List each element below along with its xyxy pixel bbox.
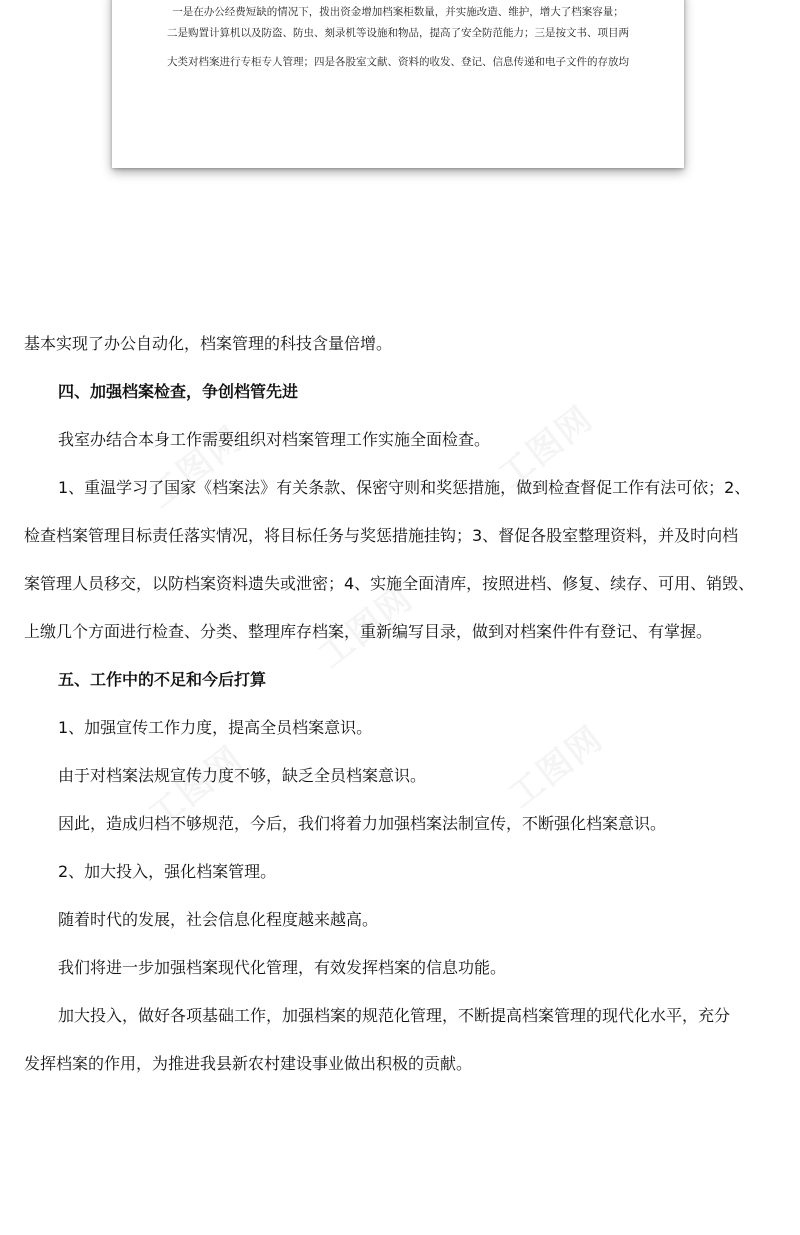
preview-line-2: 二是购置计算机以及防盗、防虫、刻录机等设施和物品，提高了安全防范能力；三是按文书、项目两 <box>167 27 629 39</box>
paragraph-line: 发挥档案的作用，为推进我县新农村建设事业做出积极的贡献。 <box>24 1054 473 1073</box>
paragraph-line: 检查档案管理目标责任落实情况，将目标任务与奖惩措施挂钩；3、督促各股室整理资料，并及时向档 <box>24 526 739 545</box>
paragraph-line: 随着时代的发展，社会信息化程度越来越高。 <box>58 910 379 929</box>
watermark <box>136 412 251 517</box>
paragraph-line: 我室办结合本身工作需要组织对档案管理工作实施全面检查。 <box>58 430 491 449</box>
paragraph-line: 1、加强宣传工作力度，提高全员档案意识。 <box>58 718 373 737</box>
paragraph-line: 我们将进一步加强档案现代化管理，有效发挥档案的信息功能。 <box>58 958 507 977</box>
section-heading-5: 五、工作中的不足和今后打算 <box>58 670 267 689</box>
watermark <box>496 712 611 817</box>
preview-line-3: 大类对档案进行专柜专人管理；四是各股室文献、资料的收发、登记、信息传递和电子文件的存放均 <box>167 56 629 68</box>
paragraph-line: 案管理人员移交，以防档案资料遗失或泄密；4、实施全面清库，按照进档、修复、续存、可用、销毁、 <box>24 574 755 593</box>
paragraph-line: 由于对档案法规宣传力度不够，缺乏全员档案意识。 <box>58 766 427 785</box>
paragraph-line: 基本实现了办公自动化，档案管理的科技含量倍增。 <box>24 334 393 353</box>
paragraph-line: 因此，造成归档不够规范，今后，我们将着力加强档案法制宣传，不断强化档案意识。 <box>58 814 667 833</box>
paragraph-line: 加大投入，做好各项基础工作，加强档案的规范化管理，不断提高档案管理的现代化水平，充分 <box>58 1006 731 1025</box>
paragraph-line: 1、重温学习了国家《档案法》有关条款、保密守则和奖惩措施，做到检查督促工作有法可依；2、 <box>58 478 751 497</box>
section-heading-4: 四、加强档案检查，争创档管先进 <box>58 382 299 401</box>
document-preview-card <box>112 0 684 168</box>
paragraph-line: 2、加大投入，强化档案管理。 <box>58 862 277 881</box>
paragraph-line: 上缴几个方面进行检查、分类、整理库存档案，重新编写目录，做到对档案件件有登记、有掌握。 <box>24 622 713 641</box>
preview-line-1: 一是在办公经费短缺的情况下，拨出资金增加档案柜数量，并实施改造、维护，增大了档案容量； <box>172 6 624 18</box>
